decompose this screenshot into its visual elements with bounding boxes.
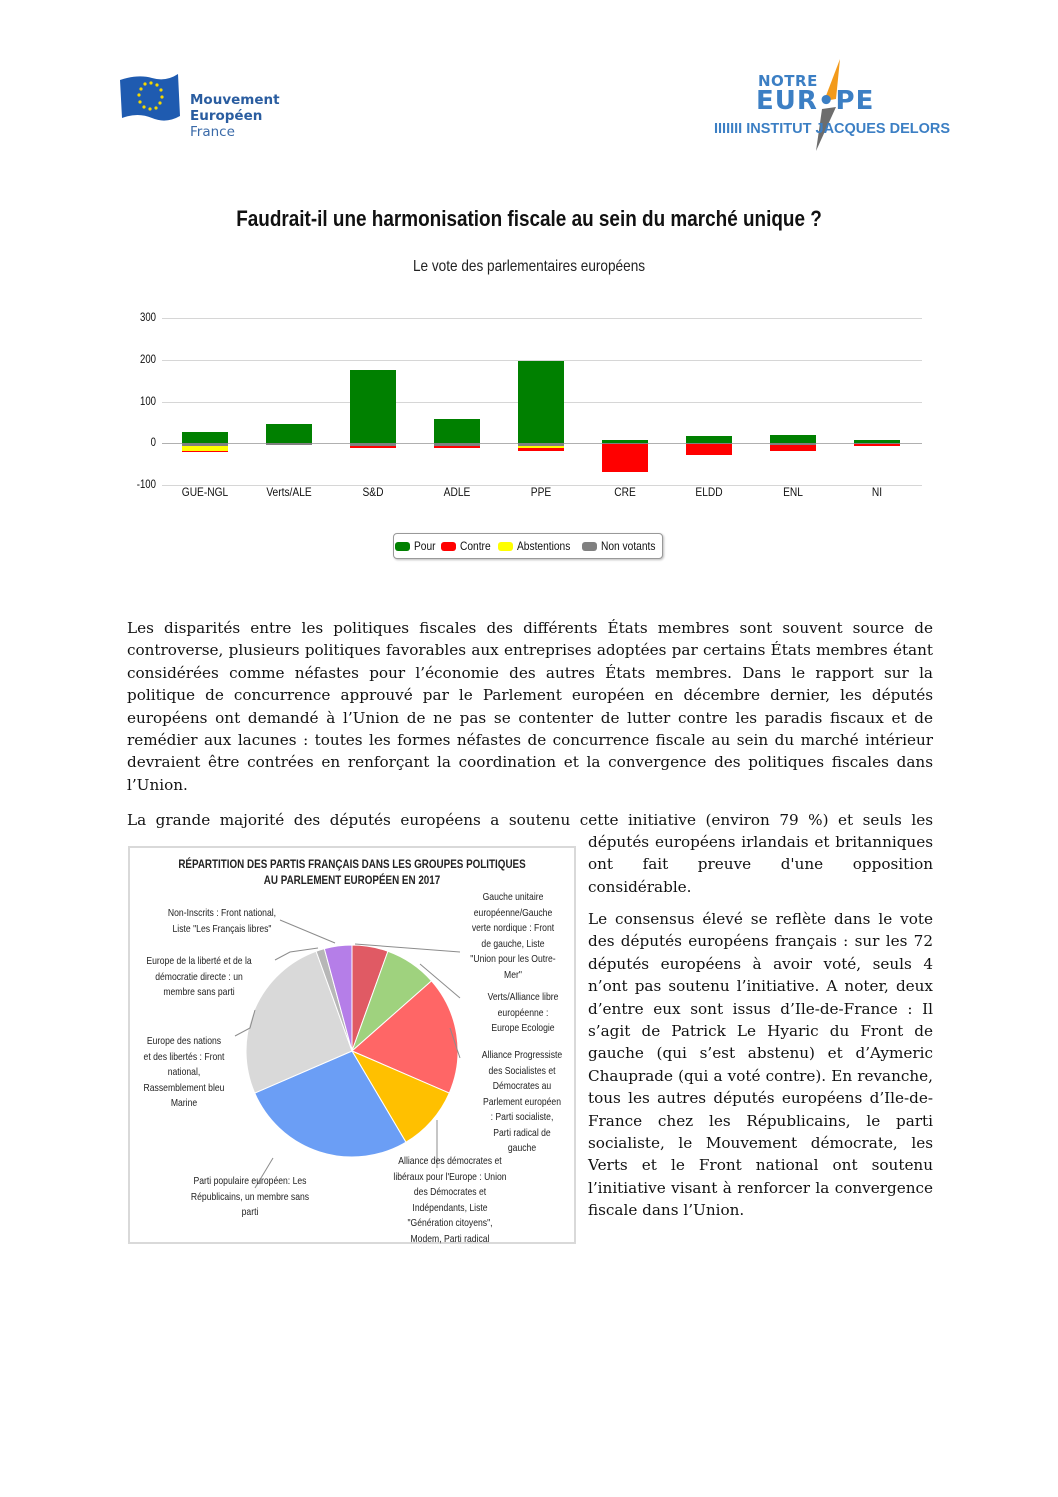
bar-segment [350, 446, 396, 448]
paragraph-majority-rest: députés européens irlandais et britanniques ont fait preuve d'une opposition considérable. [588, 833, 933, 896]
mouvement-europeen-logo [118, 70, 298, 145]
bar-segment [350, 370, 396, 443]
x-tick: GUE-NGL [181, 485, 229, 499]
logo-line: Mouvement [190, 92, 280, 108]
x-tick: S&D [362, 485, 384, 499]
notre-europe-logo [710, 55, 951, 155]
y-tick: -100 [136, 477, 156, 491]
x-tick: PPE [530, 485, 552, 499]
pie-label-eldd: Europe de la liberté et de la démocratie directe : un membre sans parti [146, 955, 252, 998]
bar-segment [686, 444, 732, 454]
y-tick: 300 [139, 310, 156, 324]
chart-subtitle: Le vote des parlementaires européens [412, 258, 646, 275]
x-tick: Verts/ALE [266, 485, 312, 499]
legend-swatch [441, 542, 456, 551]
bar-segment [434, 419, 480, 443]
x-tick: ELDD [695, 485, 723, 499]
bar-segment [602, 444, 648, 472]
y-tick: 200 [139, 352, 156, 366]
pie-label-verts: Verts/Alliance libre européenne : Europe Ecologie [487, 991, 559, 1034]
paragraph-intro: Les disparités entre les politiques fiscales des différents États membres sont souvent source de controverse, plusieurs politiques favorables aux entreprises adoptées par certains États membres étant considérées comme néfastes pour l’économie des autres États membres. Dans le rapport sur la politique de concurrence approuvé par le Parlement européen en décembre dernier, les députés européens ont demandé à l’Union de ne pas se contenter de lutter contre les paradis fiscaux et de remédier aux lacunes : toutes les formes néfastes de concurrence fiscale au sein du marché intérieur devraient être contrées en renforçant la coordination et la convergence des politiques fiscales dans l’Union. [127, 619, 933, 794]
pie-label-enl: Europe des nations et des libertés : Front national, Rassemblement bleu Marine [143, 1035, 225, 1109]
logo-institut: IIIIIII INSTITUT JACQUES DELORS [714, 121, 951, 137]
pie-label-ppe: Parti populaire européen: Les Républicains, un membre sans parti [190, 1175, 310, 1218]
bar-segment [434, 446, 480, 448]
y-tick: 0 [150, 435, 156, 449]
eu-flag-icon [118, 72, 182, 124]
y-tick: 100 [139, 394, 156, 408]
bar-segment [686, 436, 732, 443]
page-title: Faudrait-il une harmonisation fiscale au sein du marché unique ? [236, 206, 822, 231]
logo-notre: NOTRE [758, 72, 818, 90]
pie-chart [128, 846, 576, 1244]
logo-line: Européen [190, 108, 263, 124]
legend-item-contre[interactable]: Contre [441, 539, 492, 553]
legend-swatch [582, 542, 597, 551]
bar-segment [518, 361, 564, 443]
pie-label-adle: Alliance des démocrates et libéraux pour l'Europe : Union des Démocrates et Indépendants, Liste "Génération citoyens", Modem, Parti radical [393, 1155, 507, 1245]
bar-segment [182, 432, 228, 443]
bar-segment [182, 451, 228, 453]
pie-title: RÉPARTITION DES PARTIS FRANÇAIS DANS LES GROUPES POLITIQUES AU PARLEMENT EUROPÉEN EN 2017 [178, 857, 526, 887]
paragraph-majority-line1: La grande majorité des députés européens a soutenu cette initiative (environ 79 %) et seuls les [127, 811, 933, 829]
pie-label-gue: Gauche unitaire européenne/Gauche verte nordique : Front de gauche, Liste "Union pour les Outre-Mer" [470, 891, 556, 981]
legend-swatch [395, 542, 410, 551]
chart-legend [393, 533, 663, 559]
logo-line: France [190, 124, 235, 140]
legend-item-non-votants[interactable]: Non votants [582, 539, 661, 553]
legend-swatch [498, 542, 513, 551]
bar-segment [770, 445, 816, 451]
bar-segment [266, 443, 312, 445]
x-tick: ADLE [443, 485, 471, 499]
pie-label-ni: Non-Inscrits : Front national, Liste "Les Français libres" [167, 907, 277, 935]
bar-segment [518, 448, 564, 451]
pie-label-sd: Alliance Progressiste des Socialistes et Démocrates au Parlement européen : Parti socialiste, Parti radical de gauche [481, 1049, 563, 1154]
x-tick: ENL [783, 485, 803, 499]
bar-segment [266, 424, 312, 443]
legend-item-pour[interactable]: Pour [395, 539, 435, 553]
bar-segment [854, 444, 900, 446]
bar-segment [770, 435, 816, 443]
x-tick: NI [871, 485, 883, 499]
stacked-bar-chart [130, 305, 930, 505]
gridline [162, 318, 922, 319]
paragraph-consensus: Le consensus élevé se reflète dans le vote des députés européens français : sur les 72 députés européens à avoir voté, seuls 4 n’ont pas soutenu l’initiative. A noter, deux d’entre eux sont issus d’Ile-de-France : Il s’agit de Patrick Le Hyaric du Front de gauche (qui s’est abstenu) et d’Aymeric Chauprade (qui a voté contre). En revanche, tous les autres députés européens d’Ile-de-France chez les Républicains, le parti socialiste, le Mouvement démocrate, les Verts et le Front national ont soutenu l’initiative visant à renforcer la convergence fiscale dans l’Union. [588, 910, 933, 1220]
legend-item-abstentions[interactable]: Abstentions [498, 539, 576, 553]
logo-europe: EUR•PE [756, 86, 875, 116]
x-tick: CRE [614, 485, 636, 499]
